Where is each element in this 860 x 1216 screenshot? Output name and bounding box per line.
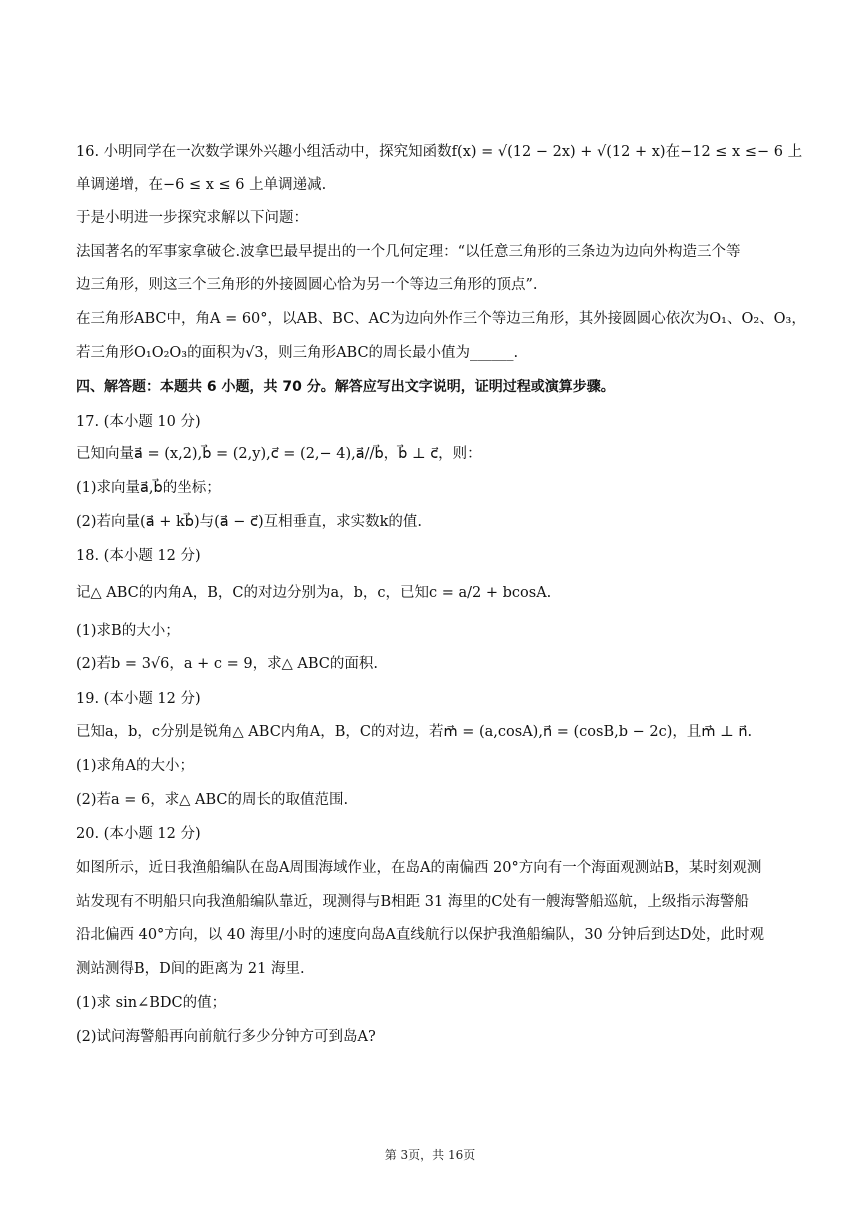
q16-line-3: 于是小明进一步探究求解以下问题：	[76, 210, 308, 226]
q19-line-2: (1)求角A的大小；	[76, 758, 195, 774]
q19-title: 19. (本小题 12 分)	[76, 691, 201, 707]
q20-line-4: 测站测得B，D间的距离为 21 海里.	[76, 961, 305, 977]
q20-line-3: 沿北偏西 40°方向，以 40 海里/小时的速度向岛A直线航行以保护我渔船编队，30 分钟后到达D处，此时观	[76, 927, 765, 943]
q16-line-2: 单调递增，在−6 ≤ x ≤ 6 上单调递减.	[76, 177, 327, 193]
q17-title: 17. (本小题 10 分)	[76, 414, 201, 430]
q20-line-6: (2)试问海警船再向前航行多少分钟方可到岛A?	[76, 1029, 376, 1045]
q20-line-1: 如图所示，近日我渔船编队在岛A周围海域作业，在岛A的南偏西 20°方向有一个海面观测站B，某时刻观测	[76, 860, 762, 876]
q17-line-3: (2)若向量(a⃗ + kb⃗)与(a⃗ − c⃗)互相垂直，求实数k的值.	[76, 514, 423, 530]
q20-line-2: 站发现有不明船只向我渔船编队靠近，现测得与B相距 31 海里的C处有一艘海警船巡航，上级指示海警船	[76, 894, 749, 910]
section-heading: 四、解答题：本题共 6 小题，共 70 分。解答应写出文字说明，证明过程或演算步骤。	[76, 379, 615, 395]
q16-line-5: 边三角形，则这三个三角形的外接圆圆心恰为另一个等边三角形的顶点”.	[76, 277, 538, 293]
q16-line-6: 在三角形ABC中，角A = 60°，以AB、BC、AC为边向外作三个等边三角形，其外接圆圆心依次为O₁、O₂、O₃，	[76, 311, 806, 327]
q17-line-2: (1)求向量a⃗,b⃗的坐标；	[76, 480, 221, 496]
q18-title: 18. (本小题 12 分)	[76, 548, 201, 564]
q16-line-7: 若三角形O₁O₂O₃的面积为√3，则三角形ABC的周长最小值为______.	[76, 345, 519, 361]
q16-line-4: 法国著名的军事家拿破仑.波拿巴最早提出的一个几何定理：“以任意三角形的三条边为边向外构造三个等	[76, 244, 741, 260]
q20-title: 20. (本小题 12 分)	[76, 826, 201, 842]
q18-line-1: 记△ ABC的内角A，B，C的对边分别为a，b，c，已知c = a/2 + bcosA.	[76, 585, 552, 601]
q16-line-1: 16. 小明同学在一次数学课外兴趣小组活动中，探究知函数f(x) = √(12 − 2x) + √(12 + x)在−12 ≤ x ≤− 6 上	[76, 144, 803, 160]
page-number: 第 3页，共 16页	[384, 1148, 476, 1162]
q19-line-1: 已知a，b，c分别是锐角△ ABC内角A，B，C的对边，若m⃗ = (a,cosA),n⃗ = (cosB,b − 2c)，且m⃗ ⊥ n⃗.	[76, 724, 753, 740]
q19-line-3: (2)若a = 6，求△ ABC的周长的取值范围.	[76, 792, 349, 808]
q17-line-1: 已知向量a⃗ = (x,2),b⃗ = (2,y),c⃗ = (2,− 4),a⃗//b⃗，b⃗ ⊥ c⃗，则：	[76, 446, 482, 462]
q20-line-5: (1)求 sin∠BDC的值；	[76, 995, 227, 1011]
q18-line-3: (2)若b = 3√6，a + c = 9，求△ ABC的面积.	[76, 656, 378, 672]
q18-line-2: (1)求B的大小；	[76, 623, 180, 639]
